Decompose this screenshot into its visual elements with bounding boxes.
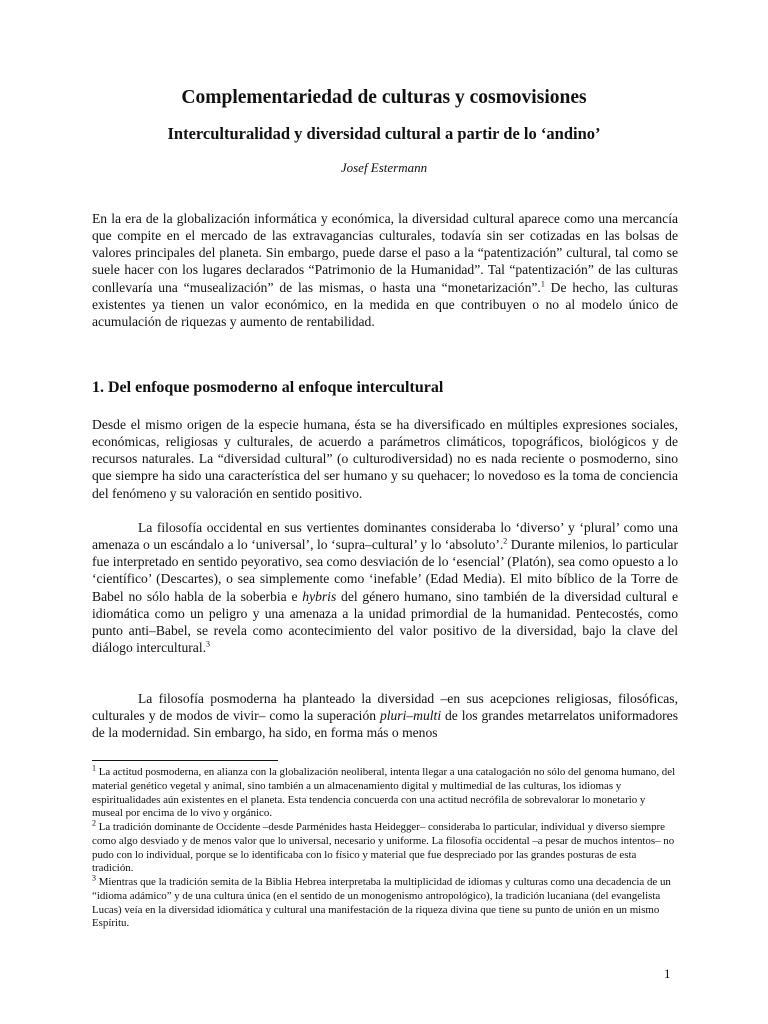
paragraph-2-text-1: La filosofía occidental en sus vertientes dominantes consideraba lo ‘diverso’ y ‘plural’ como una amenaza o un escándalo a lo ‘universal’, lo ‘supra–cultural’ y lo ‘absoluto’. [92,520,678,553]
pluri-multi-term: pluri–multi [379,708,442,724]
footnote-ref-2[interactable]: 2 [503,536,508,546]
document-title: Complementariedad de culturas y cosmovisiones [181,87,587,108]
intro-text-1: En la era de la globalización informática y económica, la diversidad cultural aparece como una mercancía que compite en el mercado de las extravagancias culturales, todavía sin ser cotizadas en las bolsas de valores principales del planeta. Sin embargo, puede darse el paso a la “patentización” cultural, tal como se suele hacer con los lugares declarados “Patrimonio de la Humanidad”. Tal “patentización” de las culturas conllevaría una “musealización” de las mismas, o hasta una “monetarización”. [92,211,678,295]
section-heading: 1. Del enfoque posmoderno al enfoque intercultural [92,379,444,396]
paragraph-2-text-3: del género humano, sino también de la diversidad cultural e idiomática como un peligro y una amenaza a la unidad primordial de la humanidad. Pentecostés, como punto anti–Babel, se revela como acontecimiento del valor positivo de la diversidad, bajo la clave del diálogo intercultural. [92,588,678,656]
footnote-ref-1[interactable]: 1 [540,279,545,289]
author-name: Josef Estermann [340,160,428,175]
paragraph-3-text-2: de los grandes metarrelatos uniformadores de la modernidad. Sin embargo, ha sido, en forma más o menos [92,708,678,741]
footnotes [92,763,678,931]
section-paragraph-2 [92,519,678,656]
footnote-separator [92,760,278,761]
footnote-number-1: 1 [92,763,96,773]
footnote-3 [92,873,678,931]
page-number: 1 [664,966,671,981]
hybris-term: hybris [302,588,337,604]
footnote-number-3: 3 [92,873,96,883]
section-paragraph-1: Desde el mismo origen de la especie humana, ésta se ha diversificado en múltiples expresiones sociales, económicas, religiosas y culturales, de acuerdo a parámetros climáticos, topográficos, biológicos y de recursos naturales. La “diversidad cultural” (o culturodiversidad) no es nada reciente o posmoderno, sino que siempre ha sido una característica del ser humano y su quehacer; lo novedoso es la toma de conciencia del fenómeno y su valoración en sentido positivo. [92,417,678,501]
footnote-ref-3[interactable]: 3 [206,639,211,649]
footnote-text-2: La tradición dominante de Occidente –desde Parménides hasta Heidegger– consideraba lo particular, individual y diverso siempre como algo desviado y de menos valor que lo universal, necesario y uniforme. La filosofía occidental –a pesar de muchos intentos– no pudo con lo individual, porque se lo identificaba con lo físico y material que fue despreciado por las grandes posturas de esta tradición. [92,821,675,875]
paragraph-3-text-1: La filosofía posmoderna ha planteado la diversidad –en sus acepciones religiosas, filosóficas, culturales y de modos de vivir– como la superación [92,691,678,724]
paragraph-2-text-2: Durante milenios, lo particular fue interpretado en sentido peyorativo, sea como desviación de lo ‘esencial’ (Platón), sea como opuesto a lo ‘científico’ (Descartes), o sea simplemente como ‘inefable’ (Edad Media). El mito bíblico de la Torre de Babel no sólo habla de la soberbia e [92,537,678,604]
section-paragraph-3 [92,690,678,741]
intro-paragraph [92,210,678,330]
document-subtitle: Interculturalidad y diversidad cultural a partir de lo ‘andino’ [167,124,601,143]
footnote-text-1: La actitud posmoderna, en alianza con la globalización neoliberal, intenta llegar a una catalogación no sólo del genoma humano, del material genético vegetal y animal, sino también a un almacenamiento digital y multimedial de las culturas, los idiomas y espiritualidades aún existentes en el planeta. Esta tendencia concuerda con una actitud necrófila de sobrevalorar lo monetario y museal por encima de lo vivo y orgánico. [92,766,676,820]
footnote-2 [92,818,678,876]
footnote-number-2: 2 [92,818,96,828]
footnote-text-3: Mientras que la tradición semita de la Biblia Hebrea interpretaba la multiplicidad de idiomas y culturas como una decadencia de un “idioma adámico” y de una cultura única (en el sentido de un monogenismo antropológico), la tradición lucaniana (del evangelista Lucas) veía en la diversidad idiomática y cultural una manifestación de la riqueza divina que tiene su punto de unión en un mismo Espíritu. [92,876,671,930]
footnote-1 [92,763,678,821]
intro-text-2: De hecho, las culturas existentes ya tienen un valor económico, en la medida en que contribuyen o no al modelo único de acumulación de riquezas y aumento de rentabilidad. [92,279,679,329]
